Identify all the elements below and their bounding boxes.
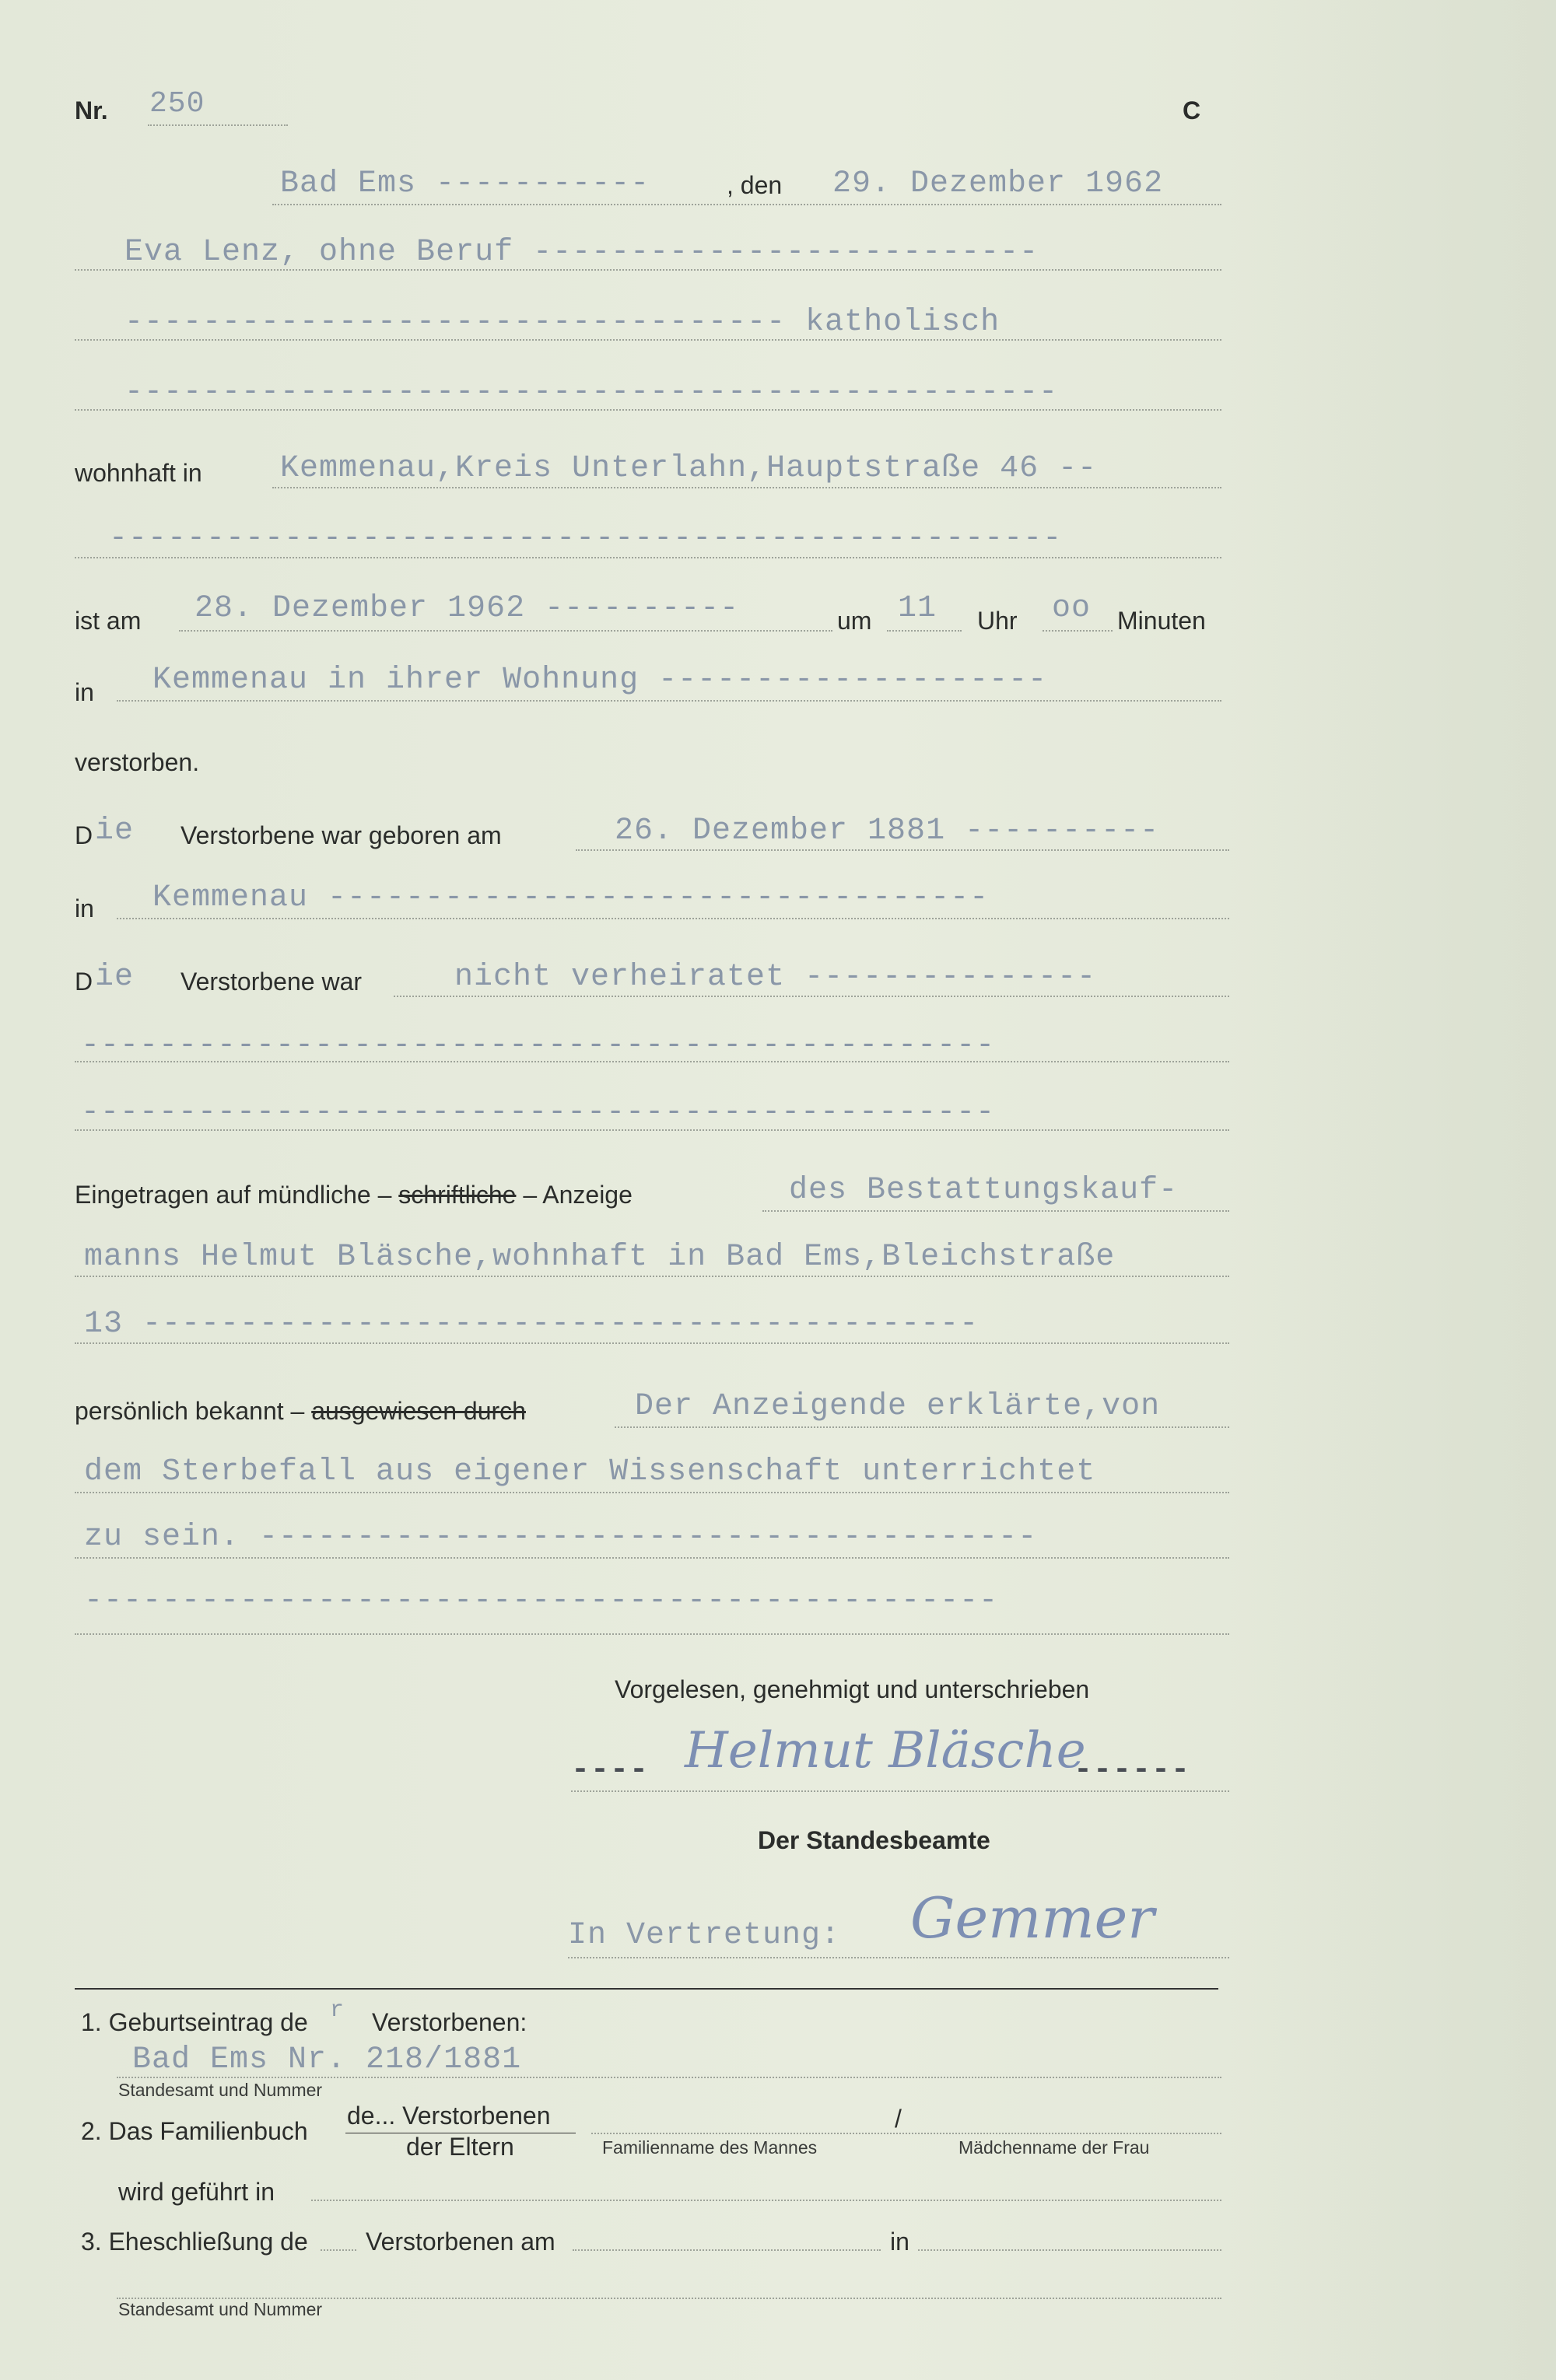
identity-label-part1: persönlich bekannt – xyxy=(75,1397,305,1425)
dotline xyxy=(321,2249,356,2251)
dotline xyxy=(179,630,832,632)
report-label-part1: Eingetragen auf mündliche – xyxy=(75,1181,392,1209)
husband-name-caption: Familienname des Mannes xyxy=(602,2137,818,2158)
birth-entry-label: 1. Geburtseintrag de xyxy=(81,2008,308,2036)
dotline xyxy=(272,487,1221,488)
dotline xyxy=(591,2133,1221,2134)
birth-entry-typed: r xyxy=(330,1997,345,2024)
person-line-2: ---------------------------------- katholisch xyxy=(124,305,1001,340)
paper-shading xyxy=(1229,0,1556,2380)
report-label-part2: – Anzeige xyxy=(523,1181,633,1209)
residence-line-2: ------------------------------------------------- xyxy=(109,521,1063,556)
birth-entry-suffix: Verstorbenen: xyxy=(372,2008,527,2036)
report-typed-3: 13 ------------------------------------------- xyxy=(84,1307,980,1342)
marital-d-prefix: D xyxy=(75,968,93,996)
dotline xyxy=(272,204,1221,205)
verstorben-label: verstorben. xyxy=(75,748,200,776)
identity-typed-2: dem Sterbefall aus eigener Wissenschaft unterrichtet xyxy=(84,1454,1096,1489)
dotline xyxy=(887,630,962,632)
dotline xyxy=(75,1276,1229,1277)
minuten-label: Minuten xyxy=(1117,607,1206,635)
death-hour: 11 xyxy=(898,591,937,626)
dotline xyxy=(311,2200,1221,2201)
dotline xyxy=(75,339,1221,341)
dotline xyxy=(75,557,1221,558)
identity-label xyxy=(75,1397,526,1426)
marital-value: nicht verheiratet --------------- xyxy=(454,960,1097,995)
marriage-label: 3. Eheschließung de xyxy=(81,2228,308,2256)
dotline xyxy=(394,996,1229,997)
wird-gefuehrt-label: wird geführt in xyxy=(118,2178,275,2206)
substitute-label: In Vertretung: xyxy=(568,1918,841,1953)
residence-label: wohnhaft in xyxy=(75,459,202,487)
dotline xyxy=(762,1210,1229,1212)
dotline xyxy=(75,409,1221,411)
signature-right-dashes: ------ xyxy=(1074,1753,1191,1788)
birth-place: Kemmenau ---------------------------------- xyxy=(152,880,990,915)
signature-left-dashes: ---- xyxy=(571,1753,650,1788)
den-label: , den xyxy=(727,171,783,199)
family-book-top: de... Verstorbenen xyxy=(347,2102,551,2130)
dotline xyxy=(615,1426,1229,1428)
report-label-struck: schriftliche xyxy=(398,1181,517,1209)
birth-d-typed: ie xyxy=(95,814,135,849)
family-book-slash: / xyxy=(895,2105,902,2133)
date-value: 29. Dezember 1962 xyxy=(832,166,1164,201)
wife-maiden-name-caption: Mädchenname der Frau xyxy=(958,2137,1150,2158)
report-typed-2: manns Helmut Bläsche,wohnhaft in Bad Ems,Bleichstraße xyxy=(84,1240,1116,1275)
dotline xyxy=(1043,630,1113,632)
register-letter: C xyxy=(1183,96,1201,124)
death-date: 28. Dezember 1962 ---------- xyxy=(194,591,740,626)
birth-label: Verstorbene war geboren am xyxy=(180,821,502,849)
marital-line-3: ----------------------------------------------- xyxy=(81,1095,996,1130)
official-signature: Gemmer xyxy=(910,1885,1155,1951)
residence-line-1: Kemmenau,Kreis Unterlahn,Hauptstraße 46 -- xyxy=(280,451,1098,486)
dotline xyxy=(75,269,1221,271)
dotline xyxy=(117,700,1221,702)
birth-entry-caption: Standesamt und Nummer xyxy=(118,2080,323,2100)
dotline xyxy=(75,1342,1229,1344)
family-book-label: 2. Das Familienbuch xyxy=(81,2117,308,2145)
birth-d-prefix: D xyxy=(75,821,93,849)
dotline xyxy=(918,2249,1221,2251)
nr-value: 250 xyxy=(149,87,205,121)
official-label: Der Standesbeamte xyxy=(758,1826,990,1854)
identity-typed-1: Der Anzeigende erklärte,von xyxy=(635,1389,1161,1424)
marriage-in-label: in xyxy=(890,2228,909,2256)
identity-typed-4: ----------------------------------------------- xyxy=(84,1584,999,1619)
dotline xyxy=(576,849,1229,851)
birth-in-label: in xyxy=(75,894,94,922)
death-minutes: oo xyxy=(1052,591,1092,626)
ist-am-label: ist am xyxy=(75,607,142,635)
person-line-1: Eva Lenz, ohne Beruf -------------------------- xyxy=(124,235,1039,270)
birth-date: 26. Dezember 1881 ---------- xyxy=(615,814,1160,849)
report-typed-1: des Bestattungskauf- xyxy=(789,1173,1179,1208)
family-book-bottom: der Eltern xyxy=(406,2133,514,2161)
read-approved-label: Vorgelesen, genehmigt und unterschrieben xyxy=(615,1675,1090,1703)
nr-dotline xyxy=(148,124,288,126)
dotline xyxy=(568,1957,1229,1958)
marriage-caption: Standesamt und Nummer xyxy=(118,2299,323,2319)
marital-label: Verstorbene war xyxy=(180,968,363,996)
dotline xyxy=(75,1129,1229,1131)
death-place: Kemmenau in ihrer Wohnung -------------------- xyxy=(152,663,1048,698)
dotline xyxy=(75,1492,1229,1493)
dotline xyxy=(117,2077,1221,2078)
marriage-mid-label: Verstorbenen am xyxy=(366,2228,555,2256)
dotline xyxy=(117,918,1229,919)
uhr-label: Uhr xyxy=(977,607,1018,635)
um-label: um xyxy=(837,607,872,635)
place-value: Bad Ems ----------- xyxy=(280,166,650,201)
footer-separator xyxy=(75,1988,1218,1990)
person-line-3: ------------------------------------------------ xyxy=(124,375,1059,410)
dotline xyxy=(75,1633,1229,1635)
nr-label: Nr. xyxy=(75,96,108,124)
birth-entry-value: Bad Ems Nr. 218/1881 xyxy=(132,2042,522,2077)
identity-label-struck: ausgewiesen durch xyxy=(311,1397,526,1425)
marital-line-2: ----------------------------------------------- xyxy=(81,1028,996,1063)
dotline xyxy=(75,1061,1229,1062)
in-label: in xyxy=(75,678,94,706)
dotline xyxy=(75,1557,1229,1559)
marital-d-typed: ie xyxy=(95,960,135,995)
report-label xyxy=(75,1181,633,1209)
informant-signature: Helmut Bläsche xyxy=(685,1722,1086,1780)
dotline xyxy=(571,1790,1229,1792)
dotline xyxy=(573,2249,881,2251)
identity-typed-3: zu sein. ---------------------------------------- xyxy=(84,1520,1038,1555)
